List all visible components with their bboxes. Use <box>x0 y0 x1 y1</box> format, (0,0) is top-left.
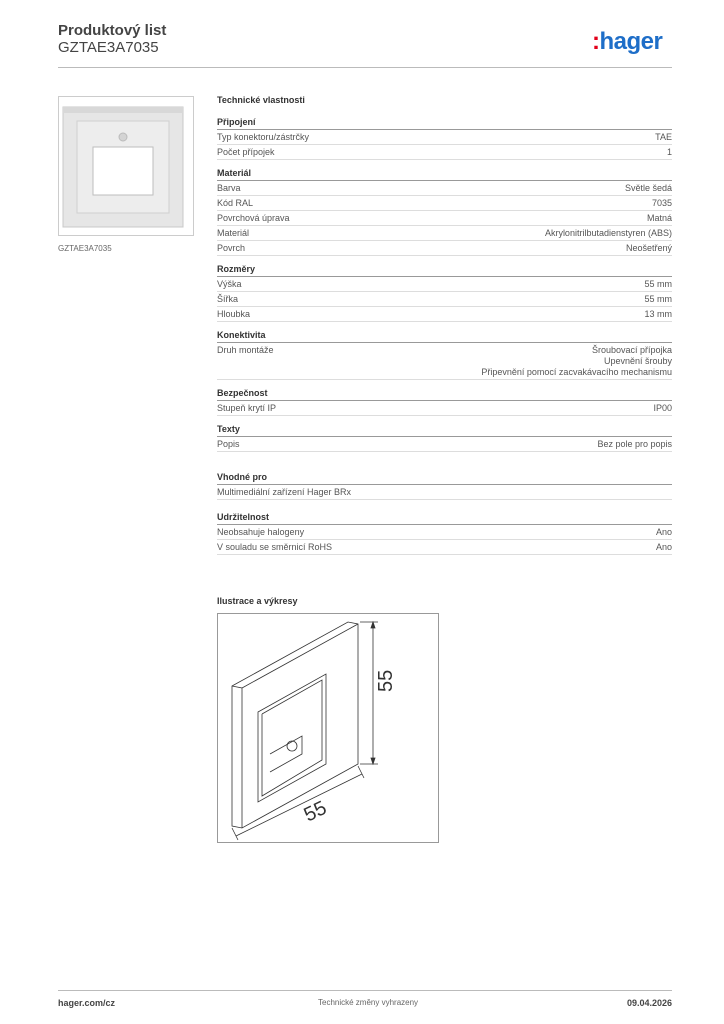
spec-row <box>217 540 672 555</box>
spec-section <box>217 388 672 416</box>
spec-section <box>217 168 672 256</box>
spec-row <box>217 145 672 160</box>
spec-value-line: IP00 <box>653 403 672 413</box>
dimension-drawing <box>217 613 439 843</box>
spec-value-line: Připevnění pomocí zacvakávacího mechanismu <box>481 367 672 377</box>
spec-label: Stupeň krytí IP <box>217 403 277 413</box>
spec-row <box>217 485 672 500</box>
spec-row <box>217 307 672 322</box>
footer-website[interactable]: hager.com/cz <box>58 998 116 1008</box>
spec-value-line: 55 mm <box>644 279 672 289</box>
section-heading: Bezpečnost <box>217 388 672 401</box>
spec-label: Popis <box>217 439 240 449</box>
spec-value <box>644 279 672 290</box>
spec-value-line: Upevnění šrouby <box>603 356 672 366</box>
illustration-title: Ilustrace a výkresy <box>217 596 298 606</box>
logo-dots: : <box>592 28 600 55</box>
spec-section <box>217 512 672 555</box>
footer-divider <box>58 990 672 991</box>
spec-value-line: Ano <box>655 542 672 552</box>
spec-row <box>217 130 672 145</box>
spec-row <box>217 525 672 540</box>
spec-section <box>217 330 672 380</box>
section-heading: Konektivita <box>217 330 672 343</box>
spec-value-line: TAE <box>655 132 672 142</box>
spec-value <box>647 213 672 224</box>
thumbnail-caption: GZTAE3A7035 <box>58 244 112 253</box>
specs-title: Technické vlastnosti <box>217 95 305 105</box>
spec-label: Neobsahuje halogeny <box>217 527 305 537</box>
spec-label: Šířka <box>217 294 239 304</box>
product-thumbnail <box>58 96 194 236</box>
spec-section <box>217 424 672 452</box>
spec-value <box>626 243 672 254</box>
spec-value <box>656 542 672 553</box>
spec-value <box>545 228 672 239</box>
spec-value <box>644 309 672 320</box>
spec-label: Povrchová úprava <box>217 213 290 223</box>
spec-row <box>217 181 672 196</box>
page-title: Produktový list <box>58 22 167 39</box>
spec-value-line: 1 <box>666 147 672 157</box>
section-heading: Vhodné pro <box>217 472 672 485</box>
spec-label: Druh montáže <box>217 345 274 355</box>
spec-value <box>653 403 672 414</box>
spec-value <box>652 198 672 209</box>
spec-row <box>217 277 672 292</box>
spec-row <box>217 196 672 211</box>
section-heading: Udržitelnost <box>217 512 672 525</box>
spec-label: Barva <box>217 183 241 193</box>
spec-value-line: Světle šedá <box>624 183 672 193</box>
height-dimension-label: 55 <box>375 669 397 692</box>
spec-value-line: Ano <box>655 527 672 537</box>
spec-value-line: Bez pole pro popis <box>597 439 672 449</box>
spec-value <box>667 147 672 158</box>
footer-notice: Technické změny vyhrazeny <box>318 998 419 1007</box>
spec-value-line: Šroubovací přípojka <box>591 345 672 355</box>
spec-label: Kód RAL <box>217 198 254 208</box>
spec-label: Počet přípojek <box>217 147 275 157</box>
spec-row <box>217 211 672 226</box>
spec-section <box>217 117 672 160</box>
section-heading: Texty <box>217 424 672 437</box>
spec-label: Povrch <box>217 243 246 253</box>
spec-label: Hloubka <box>217 309 251 319</box>
technical-specs <box>217 95 672 563</box>
spec-row <box>217 401 672 416</box>
spec-value <box>625 183 672 194</box>
spec-value-line: 13 mm <box>644 309 672 319</box>
spec-value <box>655 132 672 143</box>
footer-date: 09.04.2026 <box>626 998 672 1008</box>
section-heading: Rozměry <box>217 264 672 277</box>
spec-value <box>644 294 672 305</box>
frame-drawing-svg <box>218 614 438 842</box>
spec-row <box>217 241 672 256</box>
spec-value <box>481 345 672 378</box>
spec-row <box>217 437 672 452</box>
spec-row <box>217 343 672 380</box>
spec-label: Typ konektoru/zástrčky <box>217 132 310 142</box>
spec-value-line: 7035 <box>651 198 672 208</box>
width-dimension-label: 55 <box>300 796 331 827</box>
spec-section <box>217 472 672 500</box>
spec-value <box>656 527 672 538</box>
spec-value <box>597 439 672 450</box>
header-divider <box>58 67 672 68</box>
spec-value-line: Akrylonitrilbutadienstyren (ABS) <box>544 228 672 238</box>
spec-row <box>217 292 672 307</box>
hager-logo: :hager <box>592 28 663 55</box>
spec-value-line: Matná <box>646 213 672 223</box>
spec-row <box>217 226 672 241</box>
socket-frame-image <box>59 97 193 235</box>
spec-label: Materiál <box>217 228 250 238</box>
spec-label: Výška <box>217 279 242 289</box>
suitable-for-section <box>217 472 672 500</box>
spec-sections <box>217 117 672 452</box>
spec-label: V souladu se směrnicí RoHS <box>217 542 333 552</box>
spec-section <box>217 264 672 322</box>
spec-value-line: 55 mm <box>644 294 672 304</box>
sustainability-section <box>217 512 672 555</box>
spec-label: Multimediální zařízení Hager BRx <box>217 487 352 497</box>
spec-value-line: Neošetřený <box>625 243 672 253</box>
section-heading: Připojení <box>217 117 672 130</box>
product-code: GZTAE3A7035 <box>58 39 159 56</box>
section-heading: Materiál <box>217 168 672 181</box>
